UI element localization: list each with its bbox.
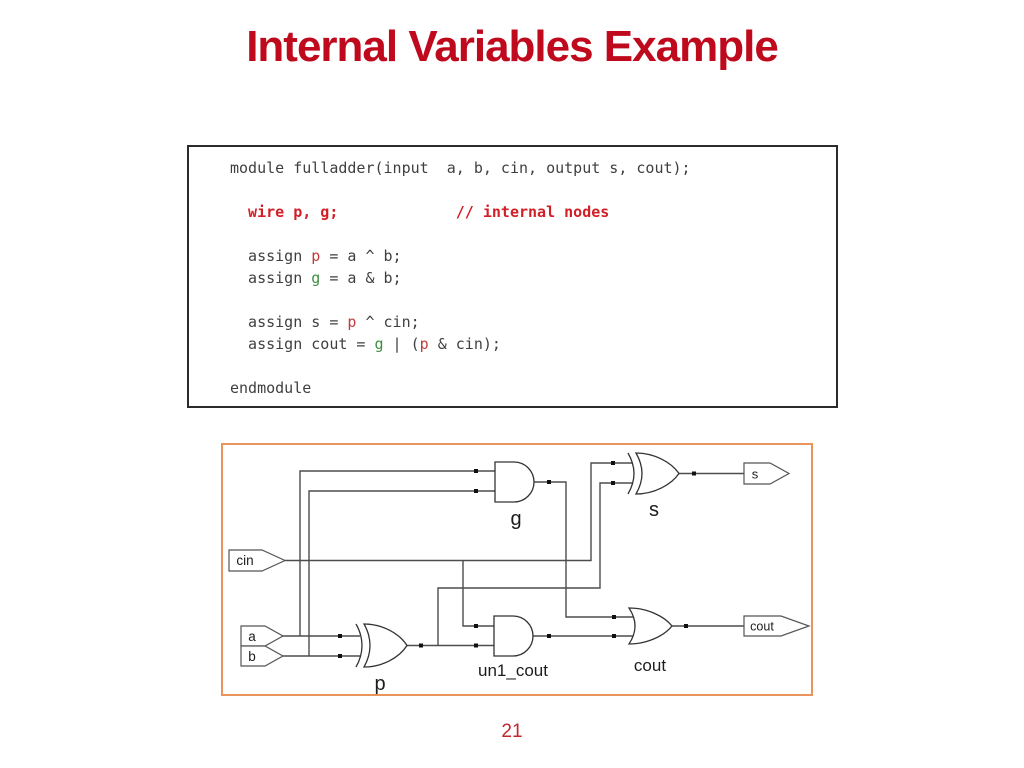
xor-gate-s-back-arc xyxy=(628,453,634,494)
code-line xyxy=(230,267,691,289)
code-segment: wire p, g; xyxy=(230,203,339,221)
gate-label-s: s xyxy=(649,499,659,521)
code-segment: = a ^ b; xyxy=(320,247,402,265)
and-gate-un1-cout xyxy=(494,616,533,656)
wire-cin-to-xor-s xyxy=(285,463,632,561)
code-segment: assign xyxy=(230,269,312,287)
wire-a-branch-to-and-g xyxy=(300,471,495,636)
code-line-blank xyxy=(230,179,691,201)
code-segment: g xyxy=(374,335,384,353)
junction-dot xyxy=(419,644,423,648)
junction-dot xyxy=(611,481,615,485)
output-pin-cout-label: cout xyxy=(750,619,774,634)
junction-dot xyxy=(692,472,696,476)
gate-label-g: g xyxy=(510,508,522,530)
code-line xyxy=(230,377,691,399)
xor-gate-p-back-arc xyxy=(356,624,362,667)
wire-p-branch-to-xor-s xyxy=(438,483,632,646)
junction-dot xyxy=(547,634,551,638)
code-segment: = a & b; xyxy=(320,269,402,287)
code-segment xyxy=(338,203,455,221)
code-line-blank xyxy=(230,223,691,245)
xor-gate-p xyxy=(364,624,407,667)
page-title: Internal Variables Example xyxy=(246,22,778,71)
xor-gate-s xyxy=(636,453,679,494)
schematic-canvas xyxy=(223,445,811,694)
code-line xyxy=(230,245,691,267)
code-line xyxy=(230,311,691,333)
junction-dot xyxy=(338,654,342,658)
junction-dot xyxy=(338,634,342,638)
junction-dot xyxy=(684,624,688,628)
fulladder-schematic xyxy=(221,443,813,696)
or-gate-cout xyxy=(629,608,672,644)
verilog-code-block xyxy=(187,145,838,408)
gate-label-p: p xyxy=(374,673,386,694)
code-segment: p xyxy=(419,335,429,353)
junction-dot xyxy=(612,615,616,619)
code-line-blank xyxy=(230,289,691,311)
gate-label-un1-cout: un1_cout xyxy=(478,661,548,680)
junction-dot xyxy=(612,634,616,638)
page-number: 21 xyxy=(501,721,523,742)
input-pin-b-label: b xyxy=(248,649,256,664)
code-segment: & cin); xyxy=(428,335,501,353)
code-line-blank xyxy=(230,355,691,377)
junction-dot xyxy=(474,489,478,493)
output-pin-s xyxy=(744,463,789,484)
code-segment: module fulladder(input a, b, cin, output s, cout); xyxy=(230,159,691,177)
output-pin-s-label: s xyxy=(751,466,759,482)
wire-b-branch-to-and-g xyxy=(309,491,495,656)
junction-dot xyxy=(474,469,478,473)
code-segment: assign cout = xyxy=(230,335,375,353)
code-line xyxy=(230,157,691,179)
code-segment: endmodule xyxy=(230,379,312,397)
wire-cin-branch-to-un1cout xyxy=(463,561,495,627)
code-segment: p xyxy=(347,313,357,331)
code-segment: // internal nodes xyxy=(455,203,610,221)
gate-labels xyxy=(374,499,666,694)
output-pins xyxy=(744,463,809,636)
gate-label-cout: cout xyxy=(633,656,667,675)
code-line xyxy=(230,333,691,355)
code-segment: p xyxy=(311,247,321,265)
junction-dot xyxy=(547,480,551,484)
code-segment: ^ cin; xyxy=(356,313,420,331)
input-pin-a-label: a xyxy=(248,629,256,644)
code-segment: g xyxy=(311,269,321,287)
code-segment: assign xyxy=(230,247,312,265)
code-text xyxy=(230,157,691,399)
code-segment: | ( xyxy=(383,335,420,353)
input-pin-cin-label: cin xyxy=(236,553,254,568)
junction-dot xyxy=(611,461,615,465)
input-pins xyxy=(229,550,285,666)
wire-g-out-to-or-cout xyxy=(533,482,633,617)
and-gate-g xyxy=(495,462,534,502)
junction-dot xyxy=(474,624,478,628)
junction-dot xyxy=(474,644,478,648)
code-segment: assign s = xyxy=(230,313,348,331)
code-line xyxy=(230,201,691,223)
